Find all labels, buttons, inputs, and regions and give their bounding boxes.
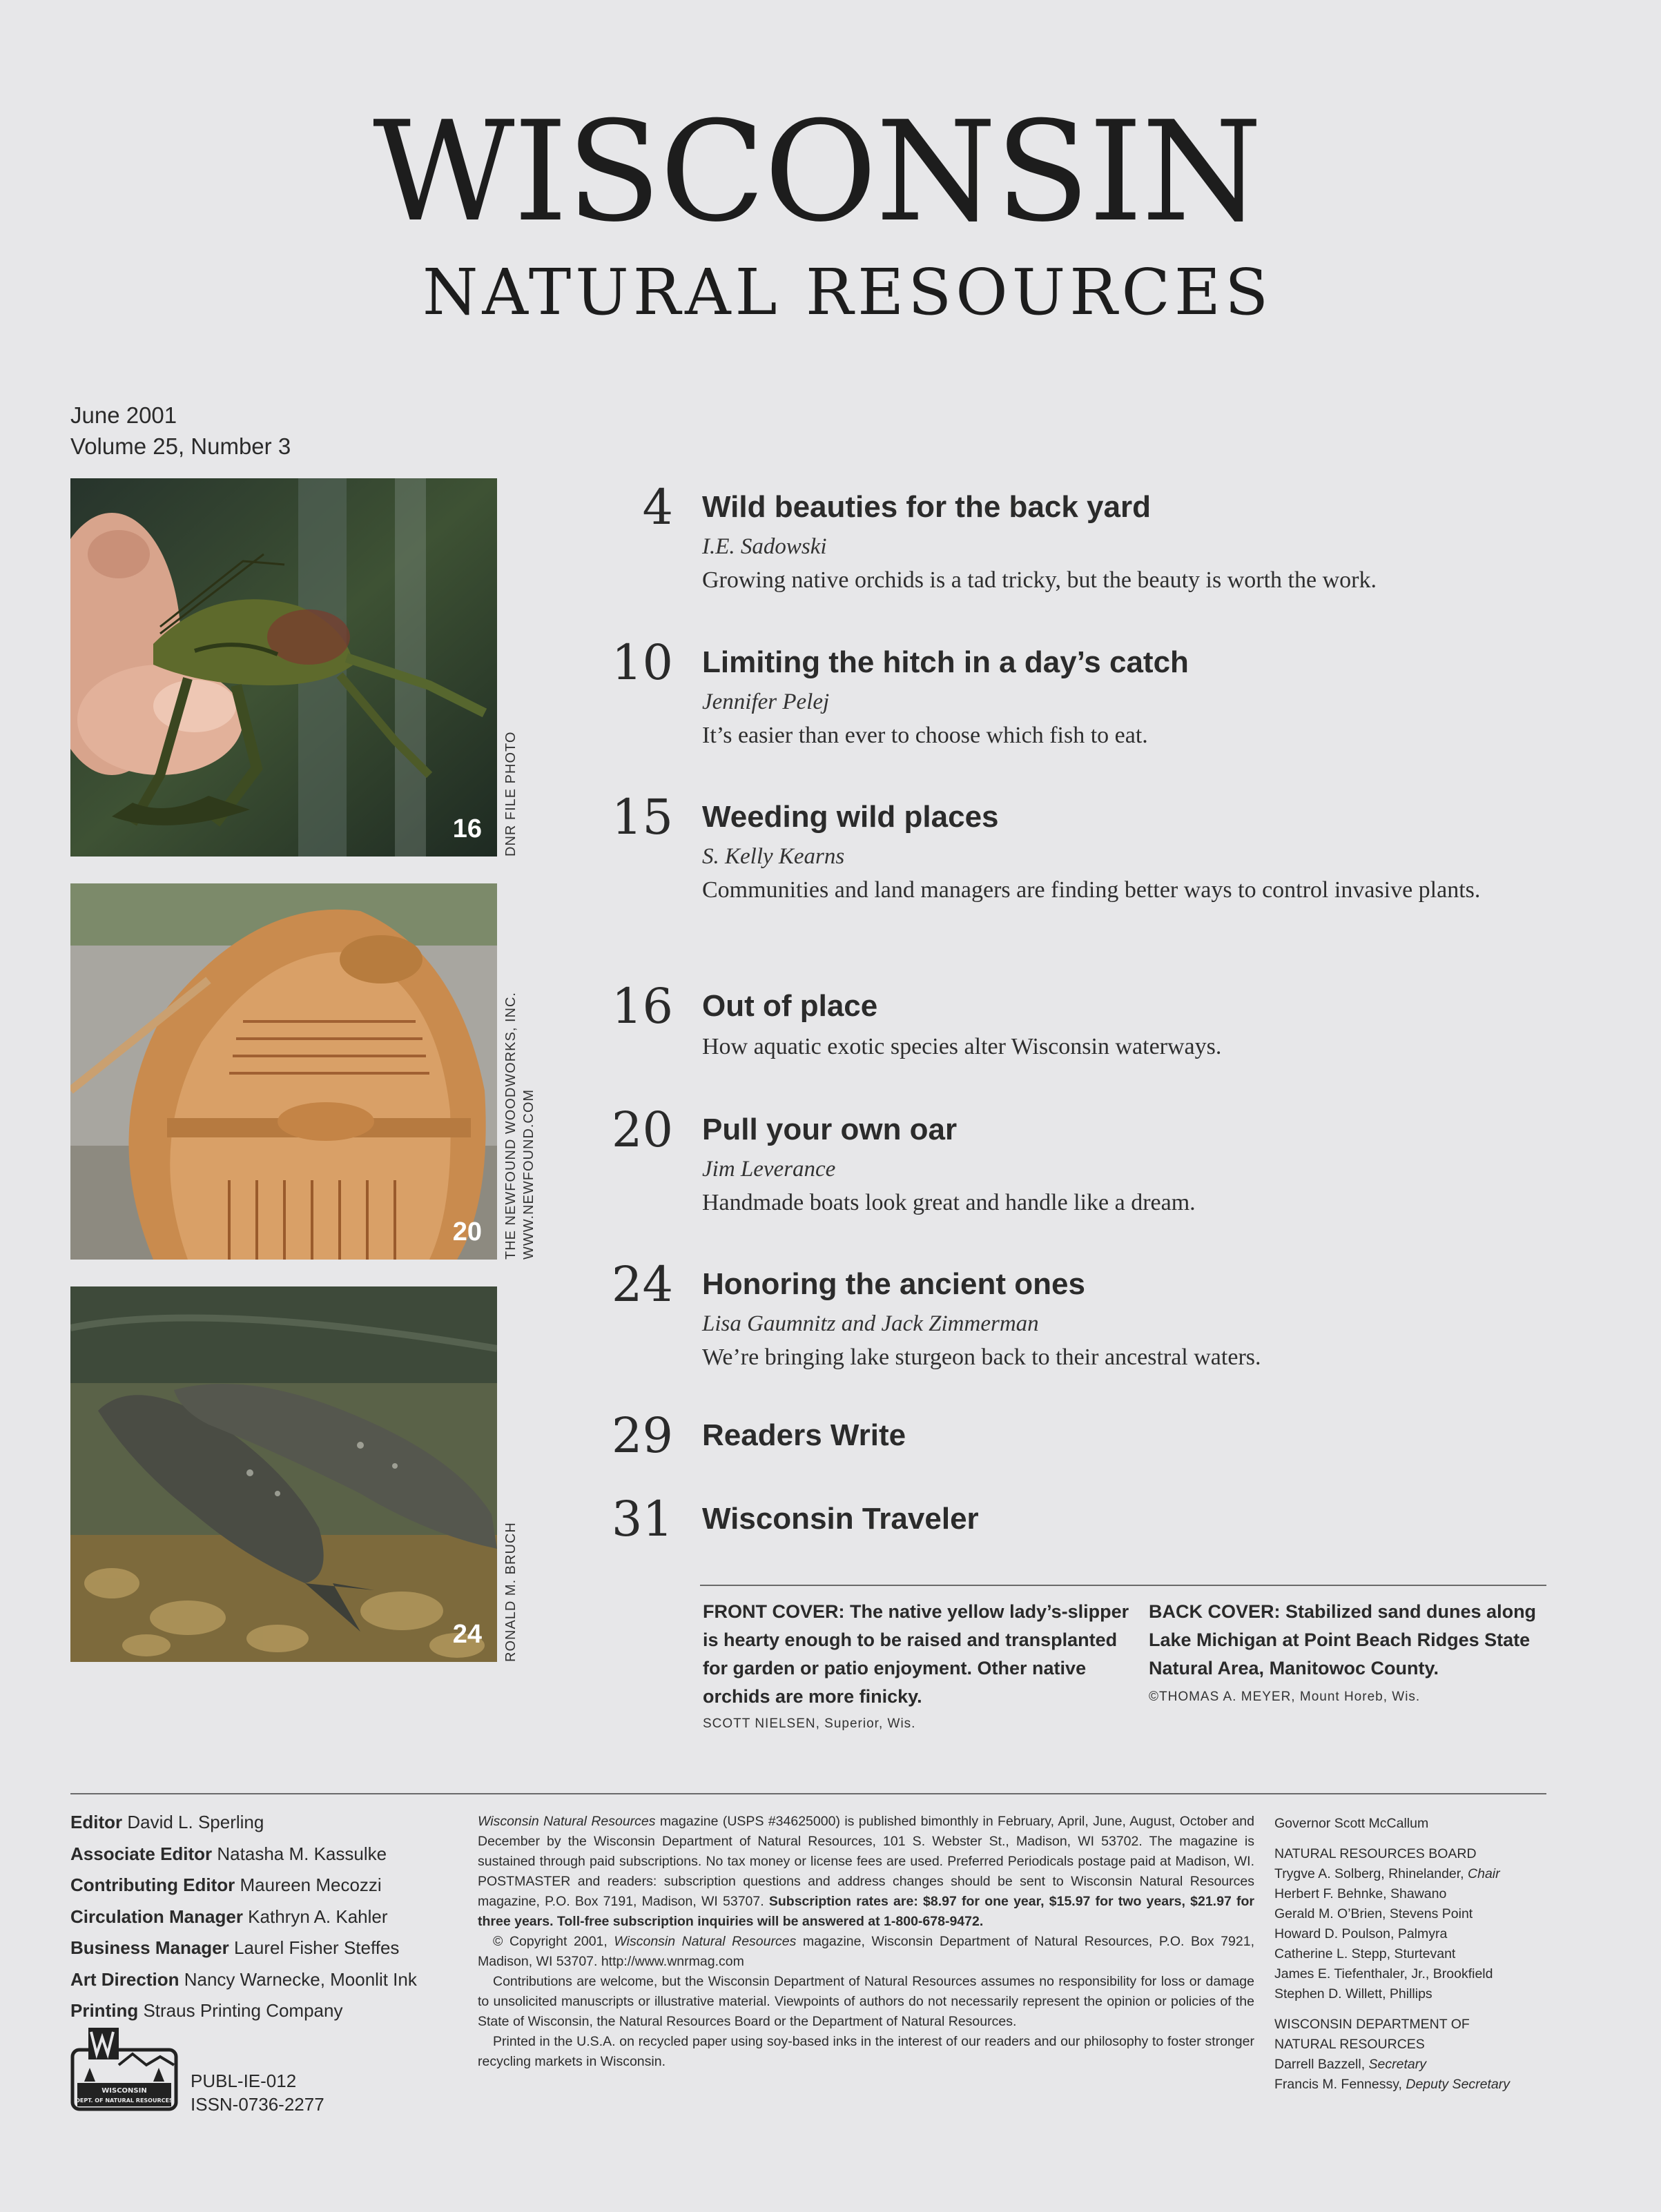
toc-title[interactable]: Wild beauties for the back yard	[702, 490, 1151, 524]
crayfish-photo	[70, 478, 497, 857]
toc-author: Lisa Gaumnitz and Jack Zimmerman	[702, 1311, 1039, 1336]
toc-page-number: 24	[611, 1256, 673, 1313]
dept-secretary: Darrell Bazzell, Secretary	[1274, 2057, 1426, 2072]
staff-row: Contributing Editor Maureen Mecozzi	[70, 1875, 382, 1895]
issue-date: June 2001	[70, 402, 177, 428]
toc-description: Communities and land managers are finding better ways to control invasive plants.	[702, 877, 1481, 903]
front-cover-caption	[703, 1598, 1131, 1732]
toc-title[interactable]: Readers Write	[702, 1418, 906, 1452]
toc-author: S. Kelly Kearns	[702, 844, 845, 869]
toc-page-number: 20	[611, 1102, 673, 1158]
sturgeon-photo	[70, 1286, 497, 1662]
issue-volume: Volume 25, Number 3	[70, 433, 291, 459]
toc-description: Growing native orchids is a tad tricky, but the beauty is worth the work.	[702, 567, 1377, 593]
toc-title[interactable]: Out of place	[702, 989, 878, 1023]
toc-page-number: 29	[611, 1407, 673, 1464]
toc-description: We’re bringing lake sturgeon back to their ancestral waters.	[702, 1344, 1261, 1370]
back-cover-caption	[1149, 1598, 1549, 1705]
logo-text: WISCONSIN	[101, 2087, 147, 2095]
board-member: Catherine L. Stepp, Sturtevant	[1274, 1946, 1456, 1961]
board-member: Stephen D. Willett, Phillips	[1274, 1986, 1432, 2001]
dept-deputy: Francis M. Fennessy, Deputy Secretary	[1274, 2077, 1511, 2092]
toc-title[interactable]: Limiting the hitch in a day’s catch	[702, 645, 1189, 679]
publication-statement	[478, 1812, 1254, 2072]
front-cover-credit: SCOTT NIELSEN, Superior, Wis.	[703, 1716, 916, 1731]
photo-page-number: 24	[452, 1620, 482, 1649]
toc-page-number: 4	[642, 479, 673, 536]
staff-row: Editor David L. Sperling	[70, 1812, 264, 1832]
staff-row: Art Direction Nancy Warnecke, Moonlit Ink	[70, 1968, 417, 1990]
governor: Governor Scott McCallum	[1274, 1816, 1429, 1831]
staff-row: Printing Straus Printing Company	[70, 2000, 343, 2021]
board-member: James E. Tiefenthaler, Jr., Brookfield	[1274, 1966, 1493, 1981]
photo-credit: DNR FILE PHOTO	[503, 731, 518, 857]
photo-credit-line: THE NEWFOUND WOODWORKS, INC.	[503, 992, 518, 1260]
toc-description: Handmade boats look great and handle like a dream.	[702, 1190, 1196, 1215]
toc-title[interactable]: Pull your own oar	[702, 1113, 958, 1146]
toc-page-number: 10	[611, 634, 673, 691]
staff-row: Associate Editor Natasha M. Kassulke	[70, 1843, 387, 1864]
toc-page-number: 15	[611, 789, 673, 845]
issn-code: ISSN-0736-2277	[191, 2094, 324, 2115]
cover-divider	[700, 1585, 1546, 1586]
pub-copyright: © Copyright 2001, Wisconsin Natural Resources magazine, Wisconsin Department of Natural Resources, P.O. Box 7921, Madison, WI 53707. http://www.wnrmag.com	[478, 1934, 1255, 1969]
toc-author: Jim Leverance	[702, 1157, 836, 1182]
magazine-subtitle: NATURAL RESOURCES	[422, 255, 1273, 329]
board-listing	[1274, 1814, 1564, 2095]
logo-text: DEPT. OF NATURAL RESOURCES	[75, 2097, 173, 2104]
toc-page-number: 31	[611, 1491, 673, 1547]
dept-heading: NATURAL RESOURCES	[1274, 2037, 1425, 2052]
staff-row: Circulation Manager Kathryn A. Kahler	[70, 1906, 388, 1927]
toc-description: It’s easier than ever to choose which fish to eat.	[702, 723, 1148, 748]
board-member: Herbert F. Behnke, Shawano	[1274, 1886, 1447, 1901]
toc-description: How aquatic exotic species alter Wisconsin waterways.	[702, 1034, 1222, 1059]
back-cover-text: BACK COVER: Stabilized sand dunes along Lake Michigan at Point Beach Ridges State Natural Area, Manitowoc County.	[1149, 1601, 1537, 1678]
dnr-logo	[70, 2026, 178, 2112]
toc-page-number: 16	[611, 978, 673, 1035]
photo-page-number: 20	[452, 1217, 482, 1246]
photo-page-number: 16	[452, 814, 482, 843]
board-member: Howard D. Poulson, Palmyra	[1274, 1926, 1448, 1941]
toc-title[interactable]: Honoring the ancient ones	[702, 1267, 1085, 1301]
front-cover-text: FRONT COVER: The native yellow lady’s-slipper is hearty enough to be raised and transplanted for garden or patio enjoyment. Other native orchids are more finicky.	[703, 1601, 1129, 1707]
staff-row: Business Manager Laurel Fisher Steffes	[70, 1937, 400, 1958]
photo-credit: RONALD M. BRUCH	[503, 1522, 518, 1662]
pub-paragraph: Contributions are welcome, but the Wisconsin Department of Natural Resources assumes no responsibility for loss or damage to unsolicited manuscripts or illustrative material. Viewpoints of authors do not necessarily represent the opinion or policies of the State of Wisconsin, the Natural Resources Board or the Department of Natural Resources.	[478, 1974, 1254, 2029]
board-member: Gerald M. O’Brien, Stevens Point	[1274, 1906, 1473, 1921]
pub-paragraph: Printed in the U.S.A. on recycled paper using soy-based inks in the interest of our readers and our philosophy to foster stronger recycling markets in Wisconsin.	[478, 2034, 1254, 2069]
publication-codes	[191, 2069, 324, 2116]
toc-title[interactable]: Weeding wild places	[702, 800, 999, 834]
pub-paragraph: Wisconsin Natural Resources magazine (USPS #34625000) is published bimonthly in February, April, June, August, October and December by the Wisconsin Department of Natural Resources, 101 S. Webster St., Madison, WI 53702. The magazine is sustained through paid subscriptions. No tax money or license fees are used. Preferred Periodicals postage paid at Madison, WI. POSTMASTER and readers: subscription questions and address changes should be sent to Wisconsin Natural Resources magazine, P.O. Box 7191, Madison, WI 53707. Subscription rates are: $8.97 for one year, $15.97 for two years, $21.97 for three years. Toll-free subscription inquiries will be answered at 1-800-678-9472.	[478, 1814, 1254, 1929]
photo-credit	[502, 988, 538, 1260]
toc-author: I.E. Sadowski	[702, 534, 827, 559]
staff-list	[70, 1807, 457, 2027]
photo-credit-line: WWW.NEWFOUND.COM	[521, 1088, 536, 1260]
board-chair: Trygve A. Solberg, Rhinelander, Chair	[1274, 1866, 1500, 1881]
boat-photo	[70, 883, 497, 1260]
back-cover-credit: ©THOMAS A. MEYER, Mount Horeb, Wis.	[1149, 1690, 1421, 1704]
dept-heading: WISCONSIN DEPARTMENT OF	[1274, 2017, 1470, 2032]
publ-code: PUBL-IE-012	[191, 2071, 297, 2091]
toc-author: Jennifer Pelej	[702, 689, 830, 714]
magazine-title: WISCONSIN	[373, 92, 1261, 253]
footer-divider	[70, 1793, 1546, 1794]
toc-title[interactable]: Wisconsin Traveler	[702, 1502, 979, 1536]
board-heading: NATURAL RESOURCES BOARD	[1274, 1846, 1477, 1861]
